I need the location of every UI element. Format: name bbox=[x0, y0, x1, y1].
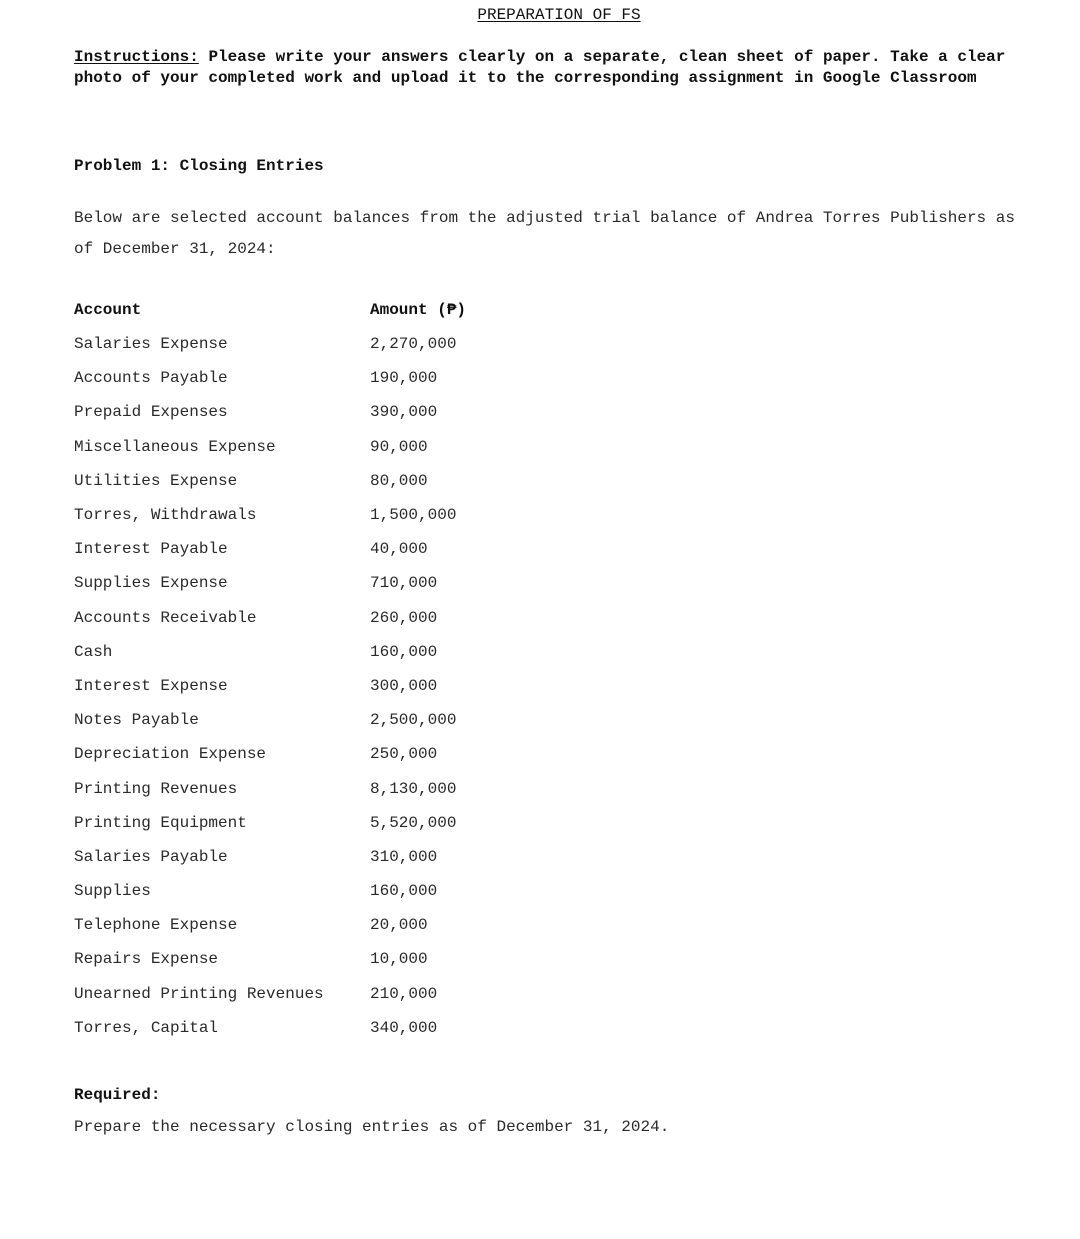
account-name: Salaries Expense bbox=[74, 335, 228, 354]
table-row bbox=[74, 532, 466, 566]
account-amount: 250,000 bbox=[370, 745, 438, 764]
required-title: Required: bbox=[74, 1086, 161, 1104]
table-row bbox=[74, 601, 466, 635]
account-name: Telephone Expense bbox=[74, 916, 238, 935]
instructions-block bbox=[74, 47, 1054, 89]
account-amount: 80,000 bbox=[370, 471, 428, 490]
account-name: Printing Revenues bbox=[74, 779, 238, 798]
instructions-text: Please write your answers clearly on a separate, clean sheet of paper. Take a clear photo of your completed work and upload it to the corresponding assignment in Google Classroom bbox=[74, 48, 1006, 87]
table-row bbox=[74, 1011, 466, 1045]
table-row bbox=[74, 737, 466, 771]
account-amount: 340,000 bbox=[370, 1018, 438, 1037]
page-title: PREPARATION OF FS bbox=[477, 6, 641, 24]
account-amount: 210,000 bbox=[370, 984, 438, 1003]
account-name: Torres, Capital bbox=[74, 1018, 219, 1037]
account-name: Printing Equipment bbox=[74, 813, 247, 832]
account-amount: 2,270,000 bbox=[370, 335, 457, 354]
account-amount: 5,520,000 bbox=[370, 813, 457, 832]
account-amount: 310,000 bbox=[370, 847, 438, 866]
table-row bbox=[74, 669, 466, 703]
account-amount: 390,000 bbox=[370, 403, 438, 422]
account-amount: 10,000 bbox=[370, 950, 428, 969]
column-header-account: Account bbox=[74, 301, 142, 319]
table-row bbox=[74, 430, 466, 464]
account-amount: 160,000 bbox=[370, 882, 438, 901]
account-name: Supplies bbox=[74, 882, 151, 901]
table-row bbox=[74, 942, 466, 976]
account-name: Miscellaneous Expense bbox=[74, 437, 276, 456]
account-balances-table bbox=[74, 293, 466, 1045]
table-header-row bbox=[74, 293, 466, 327]
instructions-lead: Instructions: bbox=[74, 48, 199, 66]
table-row bbox=[74, 840, 466, 874]
table-body bbox=[74, 327, 466, 1045]
account-amount: 160,000 bbox=[370, 642, 438, 661]
required-text: Prepare the necessary closing entries as of December 31, 2024. bbox=[74, 1118, 670, 1136]
account-amount: 1,500,000 bbox=[370, 506, 457, 525]
account-name: Accounts Payable bbox=[74, 369, 228, 388]
table-row bbox=[74, 361, 466, 395]
account-name: Depreciation Expense bbox=[74, 745, 267, 764]
account-amount: 300,000 bbox=[370, 676, 438, 695]
account-name: Notes Payable bbox=[74, 711, 199, 730]
column-header-amount: Amount (₱) bbox=[370, 301, 467, 319]
account-name: Prepaid Expenses bbox=[74, 403, 228, 422]
table-row bbox=[74, 977, 466, 1011]
table-row bbox=[74, 395, 466, 429]
account-name: Utilities Expense bbox=[74, 471, 238, 490]
account-name: Accounts Receivable bbox=[74, 608, 257, 627]
problem-intro: Below are selected account balances from the adjusted trial balance of Andrea Torres Publishers as of December 31, 2024: bbox=[74, 209, 1015, 258]
table-row bbox=[74, 771, 466, 805]
table-row bbox=[74, 498, 466, 532]
account-amount: 20,000 bbox=[370, 916, 428, 935]
account-amount: 260,000 bbox=[370, 608, 438, 627]
account-name: Torres, Withdrawals bbox=[74, 506, 257, 525]
table-row bbox=[74, 874, 466, 908]
account-name: Interest Expense bbox=[74, 676, 228, 695]
account-amount: 8,130,000 bbox=[370, 779, 457, 798]
account-name: Repairs Expense bbox=[74, 950, 219, 969]
account-amount: 40,000 bbox=[370, 540, 428, 559]
account-name: Interest Payable bbox=[74, 540, 228, 559]
table-row bbox=[74, 327, 466, 361]
problem-title: Problem 1: Closing Entries bbox=[74, 157, 324, 175]
table-row bbox=[74, 635, 466, 669]
account-amount: 2,500,000 bbox=[370, 711, 457, 730]
account-name: Unearned Printing Revenues bbox=[74, 984, 324, 1003]
table-row bbox=[74, 703, 466, 737]
account-amount: 710,000 bbox=[370, 574, 438, 593]
table-row bbox=[74, 566, 466, 600]
account-name: Cash bbox=[74, 642, 113, 661]
account-amount: 190,000 bbox=[370, 369, 438, 388]
account-amount: 90,000 bbox=[370, 437, 428, 456]
table-row bbox=[74, 806, 466, 840]
account-name: Salaries Payable bbox=[74, 847, 228, 866]
account-name: Supplies Expense bbox=[74, 574, 228, 593]
table-row bbox=[74, 908, 466, 942]
table-row bbox=[74, 464, 466, 498]
